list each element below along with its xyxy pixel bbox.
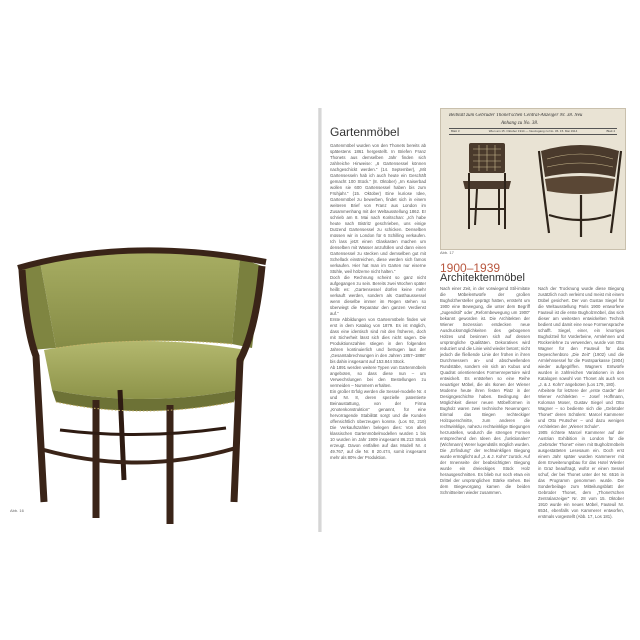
paragraph: Nach einer Zeit, in der vorwiegend Stil-imitate die Möbelentwürfe der großen Bugholzhersteller geprägt hatten, entsteht um 1900 eine Bewegung, die unter dem Begriff „Jugendstil“ oder „Reformbewegung um 1900“ bekannt geworden ist. Die Architekten der Wiener Sezession entdecken neue Ausdrucksmöglichkeiten des gebogenen Holzes und besinnen sich auf dessen ursprüngliche Qualitäten. Dekoratives wird reduziert und die Linie wird wieder betont; nicht jedoch die fließende Linie der frühen in ihren Durchmessern an- und abschwellenden Rundstäbe, sondern ein sich an Kubus und Quadrat orientierendes Formenrepertoire wird entwickelt. Es entstehen so eine Reihe neuartiger Möbel, die als Ikonen der Wiener Moderne heute ihren festen Platz in der Designgeschichte haben. Bedingung der Möglichkeit dieser neuen Möbelformen in Bugholz waren zwei technische Neuerungen: Einmal das Biegen rechteckiger Holzquerschnitte, zum anderen die rechtwinklige, nahezu rechtwinklige Biegungen herzustellen, wodurch die strengen Formen entsprechend den Ideen des „funktionalen“ (Wichmann) Werer lugendstils möglich wurden. Die „Erfindung“ der rechtwinkligen Biegung wurde ermöglicht auf „J. & J. Kohn“ zurück. Auf der Innenseite der beabsichtigten Biegung wurde ein dreieckiges Stück Holz herausgeschnitten. Es blieb nur noch etwa ein Drittel der ursprünglichen Stärke stehen. Bei dem Biegevorgang kamen die beiden Schnittseiten wieder zusammen. <box>440 286 530 495</box>
subsection-heading: Architektenmöbel <box>440 272 525 284</box>
sheet-meta-center: Wien am 15. Oktober 1914 — Neuzugang zu No. 36. 15. Mai 1914 <box>488 129 578 133</box>
paragraph: Arbeitete für letztere der „erste Garde“ der Wiener Architekten – Josef Hoffmann, Koloman Moser, Gustav Siegel und Otto Wagner – so bediente sich die „Gebrüder Thonet“ deren Schülern: Marcel Kammerer und Otto Prutscher – und dazu wenigen Architekten der „Wiener Schule“. <box>538 388 624 429</box>
paragraph: Erste Abbildungen von Gartenmöbeln finden wir erst in dem Katalog von 1879. Es ist möglich, dass eine identisch sind mit den früheren, doch mit Sicherheit lässt sich dies nicht sagen. Die Produktionszahlen stiegen in den folgenden Jahren kontinuierlich und betrugen laut der „Gesamtabrechnungen in den Jahren 1857–1886“ bis dahin insgesamt auf 153.844 Stück. <box>330 317 426 364</box>
paragraph: Nach der Trocknung wurde diese Biegung zusätzlich noch verleimt und meist mit einem Dübel gesichert. Der von Gustav Siegel für die Weltausstellung Paris 1900 entworfene Fauteuil ist die erste Bugholzmöbel, das sich dieser am weitesten entwickelten Technik bedient und damit eine neue Formensprache schafft. Siegel, einer, ein knorriges Bugholzteil für Vorderbeine, Armlehnen und Rückenlehne zu verwenden, wurde von Otto Wagner für den Fauteuil für das Depeschenbüro „Die Zeit“ (1902) und die Armlehnsessel für die Postsparkasse (1904) wieder aufgegriffen. Wagners Entwürfe wurden in zahlreichen Variationen in den Katalogen sowohl von Thonet als auch von „J. & J. Kohn“ angeboten (Los 179, 180). <box>538 286 624 387</box>
sheet-meta-left: Blatt 3 <box>451 129 460 133</box>
paragraph: Doch die Rechnung scheint so ganz nicht aufgegangen zu sein. Bereits zwei Wochen später heißt es: „Gartensessel dürfen keine mehr verkauft werden, sondern als Gasthaussessel wenn dieselbe immer im Regen stehen so überwiegt die Reparatur den ganzen Verdienst auf.“ <box>330 275 426 316</box>
figure-caption: Abb. 17 <box>440 250 454 255</box>
catalog-sheet-image <box>440 108 626 250</box>
armchair-photo <box>0 240 300 540</box>
sheet-meta-right: Blatt 4 <box>606 129 615 133</box>
paragraph: 1905 richtete Marcel Kammerer auf der Austrian Exhibition in London für die „Gebrüder Thonet“ einen mit Bugholzmöbeln ausgestatteten Lesesaum ein. Doch erst einem Jahr später wurden Kammerer mit dem Erweiterungsbau für das Hotel Wiesler in Graz beauftragt, wofür er einen Sessel schuf, der bei Thonet unter der Nr. 6516 in das Programm genommen wurde. Die Sonderbeilage zum Mitteilungsblatt der Gebrüder Thonet, dem „Thonet'schen Zentralanzeiger“ Nr. 28 vom 15. Oktober 1910 wurde ein neues Möbel, Fauteuil Nr. 6534, ebenfalls von Kammerer entworfen, erstmals vorgestellt (Abb. 17, Los 181). <box>538 430 624 519</box>
text-column-3 <box>538 286 624 524</box>
sheet-title: Beiblatt zum Gebrüder Thonet'schen Central-Anzeiger Nr. 38. Neu <box>449 113 583 118</box>
section-heading: Gartenmöbel <box>330 125 400 139</box>
text-column-1 <box>330 143 426 521</box>
text-column-2 <box>440 286 530 524</box>
paragraph: Ein großer Erfolg werden die Sessel-modelle Nr. 4 und Nr. 8, deren spezielle patentierte Beinaustattung, von der Firma „Knotenkonstruktion“ genannt, für eine hervorragende Stabilität sorgt und die Kunden offensichtlich überzeugen konnte. (Los 92, 219) Die Verkaufszahlen belegen dies: Von allen klassischen Gartenmöbelmodellen wurden 1 bis 10 wurden im Jahr 1909 insgesamt 86.213 Stück erzeugt. Davon entfallen auf das Modell Nr. 4 49.767, auf die Nr. 8 20.474, somit insgesamt mehr als 80% der Produktion. <box>330 389 426 460</box>
sheet-rule <box>449 134 617 135</box>
sheet-subtitle: Anhang zu No. 38. <box>501 121 539 126</box>
page-gutter <box>318 108 322 532</box>
figure-caption: Abb. 16 <box>10 508 24 513</box>
sheet-meta <box>451 129 615 133</box>
paragraph: Gartenmöbel wurden von den Thonets bereits ab spätestens 1861 hergestellt. In Briefen Franz Thonets aus demselben Jahr finden sich zahlreiche Hinweise: „6 Gartensessel können nachgeschickt werden.“ (14. September), „Mit Gartensesseln hab ich auch heute ein Geschäft gemacht 100 Stück.“ (8. Oktober) „Im Kaiserbad wollen sie 600 Gartensessel haben bis zum Frühjahr.“ (15. Oktober) Eine kuriose Idee, Gartenmöbel zu bewerben, findet sich in einem weiteren Brief von Franz aus London im Zusammenhang mit der Weltausstellung 1862. Er schrieb am 8. Mai nach Koritschan: „Ich habe heute nach Bistritz geschrieben, uns einige Dutzend Gartensessel zu schicken. Denselben müssen wir in London für 6 Schilling verkaufen. Ich lass jetzt einen Glaskasten machen um denselben mit Wasser anzufüllen und dann einen Gartensessel zu stecken und demselben gut mit Schellack einstreichen, diese werden sich famos verkaufen. Hier hat man im Garten nur eiserne Stühle, weil hölzerne nicht halten.“ <box>330 143 426 274</box>
paragraph: Ab 1891 werden weitere Typen von Gartenmöbeln angeboten, so dass diese nun – um Verwechslungen bei den Bestellungen zu vermeiden – Nummern erhalten. <box>330 365 426 388</box>
year-heading: 1900–1939 <box>440 261 501 275</box>
catalog-chairs-drawing <box>441 137 625 247</box>
